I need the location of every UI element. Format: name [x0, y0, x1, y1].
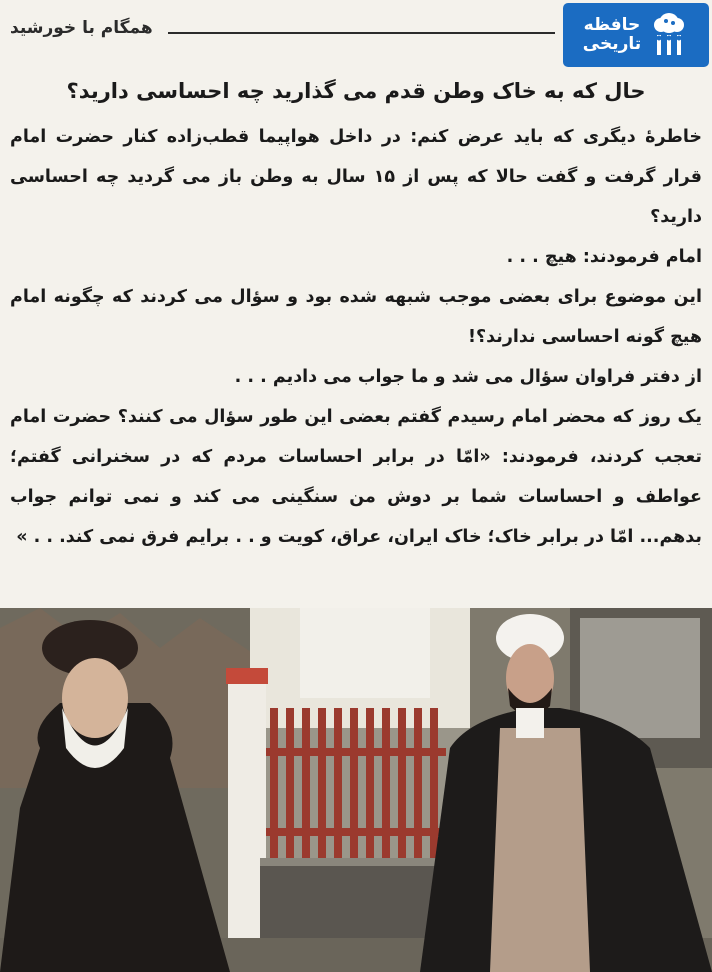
- logo-line-2: تاریخی: [582, 34, 642, 54]
- header-rule: [168, 32, 555, 34]
- historical-photo: [0, 608, 712, 972]
- paragraph-5: یک روز که محضر امام رسیدم گفتم بعضی این طور سؤال می کنند؟ حضرت امام تعجب کردند، فرمودند: «امّا در برابر احساسات مردم که در سخنرانی گفتم؛ عواطف و احساسات شما بر دوش من سنگینی می کند و نمی توانم جواب بدهم... امّا در برابر خاک؛ خاک ایران، عراق، کویت و . . برایم فرق نمی کند. . . »: [10, 407, 702, 548]
- brand-logo[interactable]: [563, 3, 709, 67]
- logo-text: [583, 16, 641, 53]
- tree-people-icon: [649, 11, 689, 59]
- article: [10, 78, 702, 557]
- paragraph-4: از دفتر فراوان سؤال می شد و ما جواب می دادیم . . .: [234, 367, 702, 388]
- article-heading: حال که به خاک وطن قدم می گذارید چه احساسی دارید؟: [66, 79, 646, 103]
- photo-scene: [0, 608, 712, 972]
- logo-line-1: حافظه: [583, 15, 641, 36]
- series-title: همگام با خورشید: [10, 18, 153, 38]
- running-head: [10, 16, 555, 46]
- paragraph-3: این موضوع برای بعضی موجب شبهه شده بود و سؤال می کردند که چگونه امام هیچ گونه احساسی ندارند؟!: [10, 287, 702, 348]
- paragraph-2: امام فرمودند: هیچ . . .: [506, 247, 702, 268]
- paragraph-1: خاطرهٔ دیگری که باید عرض کنم: در داخل هواپیما قطب‌زاده کنار حضرت امام قرار گرفت و گفت حالا که پس از ۱۵ سال به وطن باز می گردید چه احساسی دارید؟: [10, 127, 702, 228]
